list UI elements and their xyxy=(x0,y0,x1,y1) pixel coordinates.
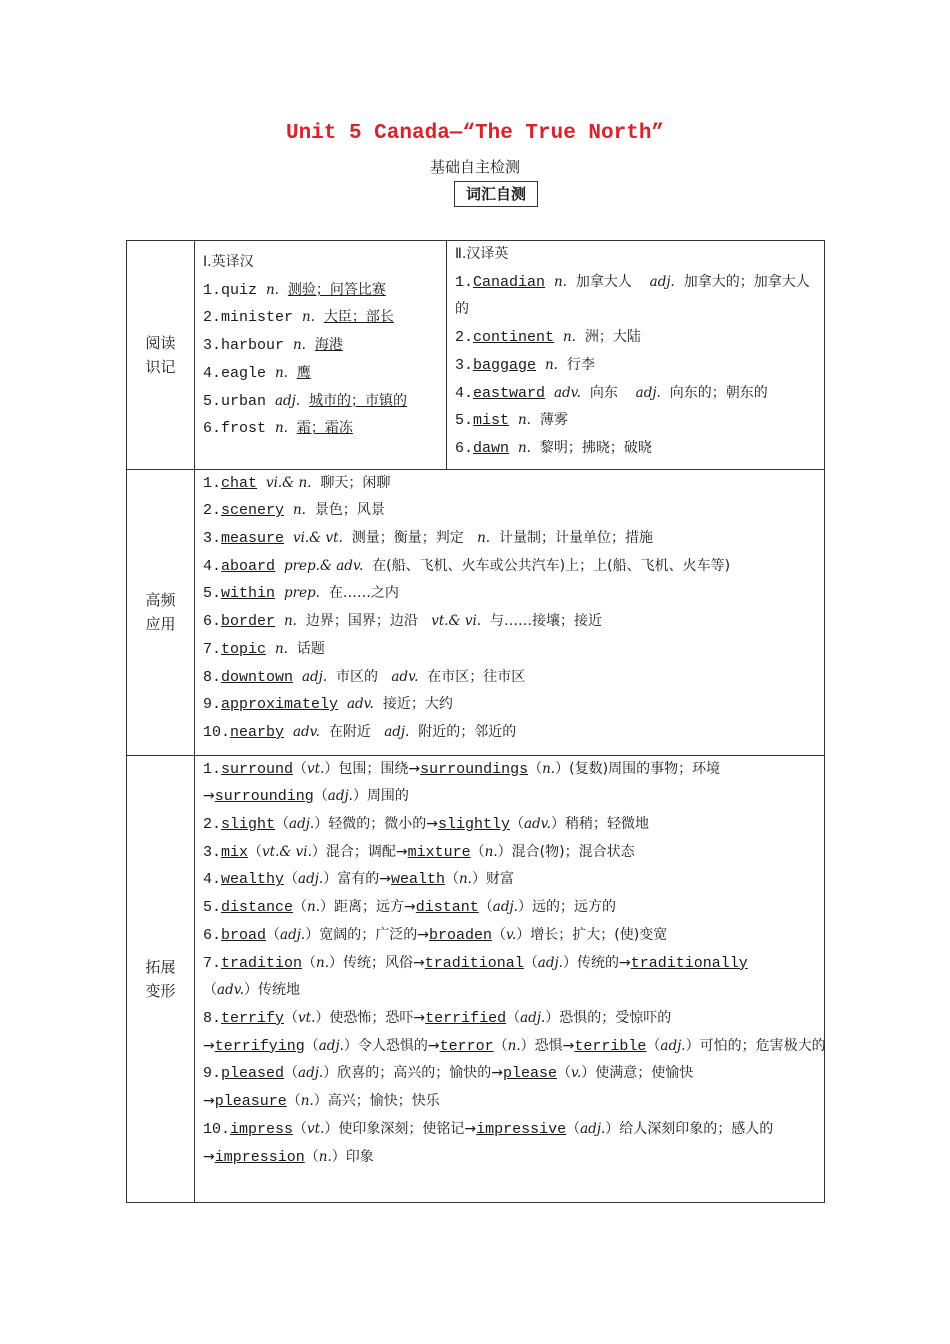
word-meaning: 恐惧的；受惊吓的 xyxy=(559,1009,672,1026)
item-number: 3. xyxy=(455,356,474,374)
part-of-speech: n. xyxy=(274,640,288,657)
vocab-word: traditionally xyxy=(630,954,748,972)
part-of-speech: adj. xyxy=(298,871,324,888)
item-number: 6. xyxy=(455,439,474,457)
vocab-word: terror xyxy=(439,1037,494,1055)
en-to-cn-item xyxy=(203,415,440,443)
answer: 大臣；部长 xyxy=(323,309,394,326)
part-of-speech: n. xyxy=(553,273,567,290)
part-of-speech: n. xyxy=(292,502,306,519)
word-meaning: 与……接壤；接近 xyxy=(490,613,602,630)
part-of-speech: n. xyxy=(274,364,288,381)
answer: 鹰 xyxy=(296,364,311,381)
part-of-speech: vt. xyxy=(307,1120,325,1137)
part-of-speech: n. xyxy=(283,613,297,630)
word-meaning: 财富 xyxy=(485,871,514,888)
en-to-cn-item xyxy=(203,332,440,360)
expand-item-6: 6.broad（adj.）宽阔的；广泛的→broaden（v.）增长；扩大；(使)变宽 xyxy=(203,926,668,944)
item-number: 5. xyxy=(203,392,222,410)
answer: 霜；霜冻 xyxy=(296,420,353,437)
frequent-cell xyxy=(195,469,825,755)
expand-item-1: 1.surround（vt.）包围；围绕→surroundings（n.）(复数)周围的事物；环境 xyxy=(203,760,721,778)
part-of-speech: vt. xyxy=(298,1009,316,1026)
vocab-word: harbour xyxy=(221,337,285,355)
vocab-word: continent xyxy=(473,329,555,347)
item-number: 4. xyxy=(455,384,474,402)
part-of-speech: prep.& adv. xyxy=(283,557,364,574)
word-meaning: 传统的→ xyxy=(576,954,631,971)
category-line: 应用 xyxy=(145,615,176,634)
part-of-speech: adv. xyxy=(553,384,581,401)
en-to-cn-cell xyxy=(195,241,447,470)
vocab-word: approximately xyxy=(221,696,339,714)
item-number: 2. xyxy=(203,309,222,327)
item-number: 6. xyxy=(203,420,222,438)
vocab-word: impress xyxy=(230,1120,294,1138)
frequent-list xyxy=(203,470,818,747)
en-to-cn-heading: Ⅰ.英译汉 xyxy=(203,254,254,270)
word-meaning: 给人深刻印象的；感人的→ xyxy=(203,1120,774,1165)
section-label: 词汇自测 xyxy=(454,181,538,207)
part-of-speech: adv. xyxy=(523,816,551,833)
word-meaning: 计量制；计量单位；措施 xyxy=(499,530,653,547)
vocab-word: downtown xyxy=(221,668,294,686)
word-meaning: 薄雾 xyxy=(539,412,568,429)
cn-to-en-heading: Ⅱ.汉译英 xyxy=(455,246,509,262)
category-reading xyxy=(127,241,195,470)
part-of-speech: adj. xyxy=(580,1120,606,1137)
word-meaning: 恐惧→ xyxy=(534,1037,575,1054)
cn-to-en-item xyxy=(455,324,818,352)
arrow: → xyxy=(203,788,215,805)
part-of-speech: adj. xyxy=(274,392,301,409)
frequent-item xyxy=(203,580,818,608)
row-reading xyxy=(127,241,825,470)
vocab-word: surround xyxy=(221,760,294,778)
en-to-cn-item xyxy=(203,388,440,416)
part-of-speech: adj. xyxy=(384,723,410,740)
part-of-speech: n. xyxy=(458,871,472,888)
word-meaning: 向东的；朝东的 xyxy=(669,384,768,401)
vocab-word: chat xyxy=(221,474,258,492)
vocab-word: surroundings xyxy=(420,760,529,778)
part-of-speech: adj. xyxy=(649,273,675,290)
item-number: 9. xyxy=(203,696,222,714)
frequent-item xyxy=(203,636,818,664)
vocab-word: distant xyxy=(415,899,479,917)
word-meaning: 使满意；使愉快 xyxy=(595,1065,694,1082)
vocab-word: distance xyxy=(221,899,294,917)
item-number: 10. xyxy=(203,723,231,741)
word-meaning: 加拿大人 xyxy=(575,273,632,290)
category-expand xyxy=(127,755,195,1202)
frequent-item xyxy=(203,608,818,636)
part-of-speech: adj. xyxy=(492,899,518,916)
vocab-word: broaden xyxy=(428,926,492,944)
word-meaning: 行李 xyxy=(566,356,595,373)
part-of-speech: adj. xyxy=(298,1065,324,1082)
cn-to-en-cell xyxy=(447,241,825,470)
word-meaning: 稍稍；轻微地 xyxy=(564,816,649,833)
category-line: 高频 xyxy=(145,591,176,610)
part-of-speech: adj. xyxy=(301,668,328,685)
item-number: 5. xyxy=(203,585,222,603)
vocab-word: minister xyxy=(221,309,294,327)
word-meaning: (复数)周围的事物；环境 xyxy=(569,760,721,777)
vocab-word: broad xyxy=(221,926,267,944)
part-of-speech: n. xyxy=(274,420,288,437)
vocab-word: impressive xyxy=(476,1120,567,1138)
item-number: 6. xyxy=(203,613,222,631)
frequent-item xyxy=(203,525,818,553)
part-of-speech: n. xyxy=(307,899,321,916)
word-meaning: 向东 xyxy=(589,384,618,401)
frequent-item xyxy=(203,470,818,498)
expand-item-7: 7.tradition（n.）传统；风俗→traditional（adj.）传统的→traditionally xyxy=(203,954,748,972)
item-number: 1. xyxy=(203,474,222,492)
vocab-word: mixture xyxy=(407,843,471,861)
item-number: 4. xyxy=(203,557,222,575)
vocab-word: aboard xyxy=(221,557,276,575)
en-to-cn-item xyxy=(203,277,440,305)
word-meaning: 洲；大陆 xyxy=(584,329,641,346)
part-of-speech: vt.& vi. xyxy=(262,843,312,860)
word-meaning: 接近；大约 xyxy=(382,696,453,713)
cn-to-en-item xyxy=(455,352,818,380)
part-of-speech: n. xyxy=(484,843,498,860)
item-number: 2. xyxy=(455,329,474,347)
en-to-cn-item xyxy=(203,304,440,332)
cn-to-en-item xyxy=(455,407,818,435)
word-meaning: 包围；围绕→ xyxy=(338,760,421,777)
category-line: 阅读 xyxy=(145,333,176,352)
item-number: 7. xyxy=(203,954,222,972)
expand-item-2: 2.slight（adj.）轻微的；微小的→slightly（adv.）稍稍；轻微地 xyxy=(203,816,649,834)
part-of-speech: n. xyxy=(544,356,558,373)
vocab-word: terrifying xyxy=(214,1037,305,1055)
item-number: 2. xyxy=(203,502,222,520)
category-frequent xyxy=(127,469,195,755)
item-number: 3. xyxy=(203,530,222,548)
answer: 海港 xyxy=(314,337,343,354)
word-meaning: 令人恐惧的→ xyxy=(357,1037,440,1054)
part-of-speech: adj. xyxy=(289,816,315,833)
word-meaning: 远的；远方的 xyxy=(531,899,616,916)
part-of-speech: adv. xyxy=(391,668,419,685)
vocab-word: nearby xyxy=(230,723,285,741)
vocab-word: wealth xyxy=(390,871,445,889)
item-number: 4. xyxy=(203,364,222,382)
part-of-speech: adj. xyxy=(660,1037,686,1054)
word-meaning: 使印象深刻；使铭记→ xyxy=(338,1120,477,1137)
vocab-word: dawn xyxy=(473,439,510,457)
part-of-speech: vt. xyxy=(307,760,325,777)
part-of-speech: v. xyxy=(505,926,517,943)
vocab-word: terrible xyxy=(574,1037,647,1055)
vocab-word: urban xyxy=(221,392,267,410)
part-of-speech: n. xyxy=(477,530,491,547)
item-number: 4. xyxy=(203,871,222,889)
vocab-word: slightly xyxy=(437,816,510,834)
item-number: 1. xyxy=(203,760,222,778)
word-meaning: 聊天；闲聊 xyxy=(320,474,391,491)
vocab-word: eagle xyxy=(221,364,267,382)
word-meaning: 边界；国界；边沿 xyxy=(305,613,418,630)
part-of-speech: adj. xyxy=(635,384,661,401)
category-line: 识记 xyxy=(145,357,176,376)
vocab-word: tradition xyxy=(221,954,303,972)
vocab-word: wealthy xyxy=(221,871,285,889)
word-meaning: 增长；扩大；(使)变宽 xyxy=(530,926,668,943)
part-of-speech: adj. xyxy=(537,954,563,971)
vocab-word: mix xyxy=(221,843,249,861)
word-meaning: 附近的；邻近的 xyxy=(418,723,517,740)
vocab-word: border xyxy=(221,613,276,631)
vocab-word: measure xyxy=(221,530,285,548)
answer: 测验；问答比赛 xyxy=(287,281,386,298)
word-meaning: 可怕的；危害极大的 xyxy=(699,1037,826,1054)
item-number: 5. xyxy=(455,412,474,430)
expand-item-8-cont: →terrifying（adj.）令人恐惧的→terror（n.）恐惧→terrible（adj.）可怕的；危害极大的 xyxy=(203,1037,826,1055)
vocab-word: Canadian xyxy=(473,273,546,291)
part-of-speech: adv. xyxy=(346,696,374,713)
part-of-speech: n. xyxy=(318,1148,332,1165)
vocab-word: frost xyxy=(221,420,267,438)
frequent-item xyxy=(203,497,818,525)
expand-item-4: 4.wealthy（adj.）富有的→wealth（n.）财富 xyxy=(203,871,514,889)
arrow: → xyxy=(203,1093,215,1110)
vocab-word: scenery xyxy=(221,502,285,520)
part-of-speech: n. xyxy=(517,412,531,429)
part-of-speech: n. xyxy=(316,954,330,971)
expand-item-5: 5.distance（n.）距离；远方→distant（adj.）远的；远方的 xyxy=(203,899,616,917)
item-number: 9. xyxy=(203,1065,222,1083)
part-of-speech: adj. xyxy=(327,788,353,805)
word-meaning: 宽阔的；广泛的→ xyxy=(319,926,429,943)
item-number: 2. xyxy=(203,816,222,834)
vocab-word: terrified xyxy=(425,1009,507,1027)
row-frequent xyxy=(127,469,825,755)
item-number: 1. xyxy=(203,281,222,299)
en-to-cn-list xyxy=(203,277,440,443)
word-meaning: 传统地 xyxy=(258,982,301,999)
cn-to-en-item xyxy=(455,435,818,463)
vocab-word: baggage xyxy=(473,356,537,374)
word-meaning: 测量；衡量；判定 xyxy=(351,530,464,547)
expand-item-8: 8.terrify（vt.）使恐怖；恐吓→terrified（adj.）恐惧的；受惊吓的 xyxy=(203,1009,672,1027)
word-meaning: 在附近 xyxy=(328,723,371,740)
word-meaning: 混合；调配→ xyxy=(325,843,408,860)
frequent-item xyxy=(203,691,818,719)
item-number: 5. xyxy=(203,899,222,917)
part-of-speech: adv. xyxy=(217,982,245,999)
part-of-speech: v. xyxy=(570,1065,582,1082)
page-title: Unit 5 Canada—“The True North” xyxy=(285,122,665,145)
vocab-word: eastward xyxy=(473,384,546,402)
item-number: 3. xyxy=(203,337,222,355)
word-meaning: 混合(物)；混合状态 xyxy=(511,843,635,860)
vocab-word: within xyxy=(221,585,276,603)
expand-item-3: 3.mix（vt.& vi.）混合；调配→mixture（n.）混合(物)；混合状态 xyxy=(203,843,635,861)
vocab-word: topic xyxy=(221,640,267,658)
word-meaning: 在市区；往市区 xyxy=(427,668,526,685)
word-meaning: 黎明；拂晓；破晓 xyxy=(539,439,652,456)
part-of-speech: n. xyxy=(517,439,531,456)
part-of-speech: n. xyxy=(507,1037,521,1054)
word-meaning: 传统；风俗→ xyxy=(343,954,425,971)
part-of-speech: adv. xyxy=(292,723,320,740)
part-of-speech: adj. xyxy=(520,1009,546,1026)
word-meaning: 在……之内 xyxy=(328,585,399,602)
part-of-speech: n. xyxy=(301,309,315,326)
vocab-word: terrify xyxy=(221,1009,285,1027)
word-meaning: 景色；风景 xyxy=(314,502,385,519)
word-meaning: 轻微的；微小的→ xyxy=(328,816,438,833)
en-to-cn-item xyxy=(203,360,440,388)
expand-item-1-cont: →surrounding（adj.）周围的 xyxy=(203,788,409,806)
cn-to-en-item xyxy=(455,269,818,324)
part-of-speech: adj. xyxy=(318,1037,344,1054)
part-of-speech: prep. xyxy=(283,585,320,602)
cn-to-en-list xyxy=(455,269,818,463)
item-number: 1. xyxy=(455,273,474,291)
vocab-word: pleased xyxy=(221,1065,285,1083)
item-number: 7. xyxy=(203,640,222,658)
word-meaning: 印象 xyxy=(345,1148,374,1165)
item-number: 8. xyxy=(203,1009,222,1027)
item-number: 3. xyxy=(203,843,222,861)
item-number: 6. xyxy=(203,926,222,944)
word-meaning: 富有的→ xyxy=(337,871,391,888)
part-of-speech: vi.& vt. xyxy=(292,530,343,547)
vocab-table xyxy=(126,240,825,1203)
vocab-word: pleasure xyxy=(214,1093,287,1111)
vocab-word: quiz xyxy=(221,281,258,299)
expand-cell xyxy=(195,755,825,1202)
item-number: 10. xyxy=(203,1120,231,1138)
expand-item-9: 9.pleased（adj.）欣喜的；高兴的；愉快的→please（v.）使满意；使愉快 xyxy=(203,1065,694,1083)
item-number: 8. xyxy=(203,668,222,686)
part-of-speech: vt.& vi. xyxy=(431,613,482,630)
frequent-item xyxy=(203,719,818,747)
page-subtitle: 基础自主检测 xyxy=(429,158,520,176)
vocab-word: mist xyxy=(473,412,510,430)
answer: 城市的；市镇的 xyxy=(309,392,408,409)
word-meaning: 欣喜的；高兴的；愉快的→ xyxy=(337,1065,503,1082)
word-meaning: 距离；远方→ xyxy=(334,899,416,916)
row-expand xyxy=(127,755,825,1202)
expand-item-10: 10.impress（vt.）使印象深刻；使铭记→impressive（adj.）给人深刻印象的；感人的→impression（n.）印象 xyxy=(203,1120,774,1166)
part-of-speech: vi.& n. xyxy=(265,474,312,491)
word-meaning: 在(船、飞机、火车或公共汽车)上；上(船、飞机、火车等) xyxy=(372,557,731,574)
vocab-word: traditional xyxy=(424,954,524,972)
word-meaning: 高兴；愉快；快乐 xyxy=(327,1093,440,1110)
frequent-item xyxy=(203,553,818,581)
word-meaning: 市区的 xyxy=(336,668,379,685)
vocab-word: impression xyxy=(214,1148,305,1166)
vocab-word: slight xyxy=(221,816,276,834)
word-meaning: 周围的 xyxy=(366,788,409,805)
vocab-word: please xyxy=(502,1065,557,1083)
word-meaning: 话题 xyxy=(296,640,325,657)
part-of-speech: n. xyxy=(265,281,279,298)
part-of-speech: n. xyxy=(300,1093,314,1110)
arrow: → xyxy=(203,1037,215,1054)
part-of-speech: adj. xyxy=(280,926,306,943)
part-of-speech: n. xyxy=(292,337,306,354)
part-of-speech: n. xyxy=(562,329,576,346)
frequent-item xyxy=(203,664,818,692)
word-meaning: 使恐怖；恐吓→ xyxy=(329,1009,426,1026)
vocab-word: surrounding xyxy=(214,788,314,806)
category-line: 拓展 xyxy=(145,957,176,976)
word-meaning: 加拿大的；加拿大人的 xyxy=(455,273,810,318)
part-of-speech: n. xyxy=(542,760,556,777)
expand-item-7-cont: （adv.）传统地 xyxy=(203,982,301,999)
cn-to-en-item xyxy=(455,380,818,408)
expand-item-9-cont: →pleasure（n.）高兴；愉快；快乐 xyxy=(203,1093,440,1111)
category-line: 变形 xyxy=(145,981,176,1000)
